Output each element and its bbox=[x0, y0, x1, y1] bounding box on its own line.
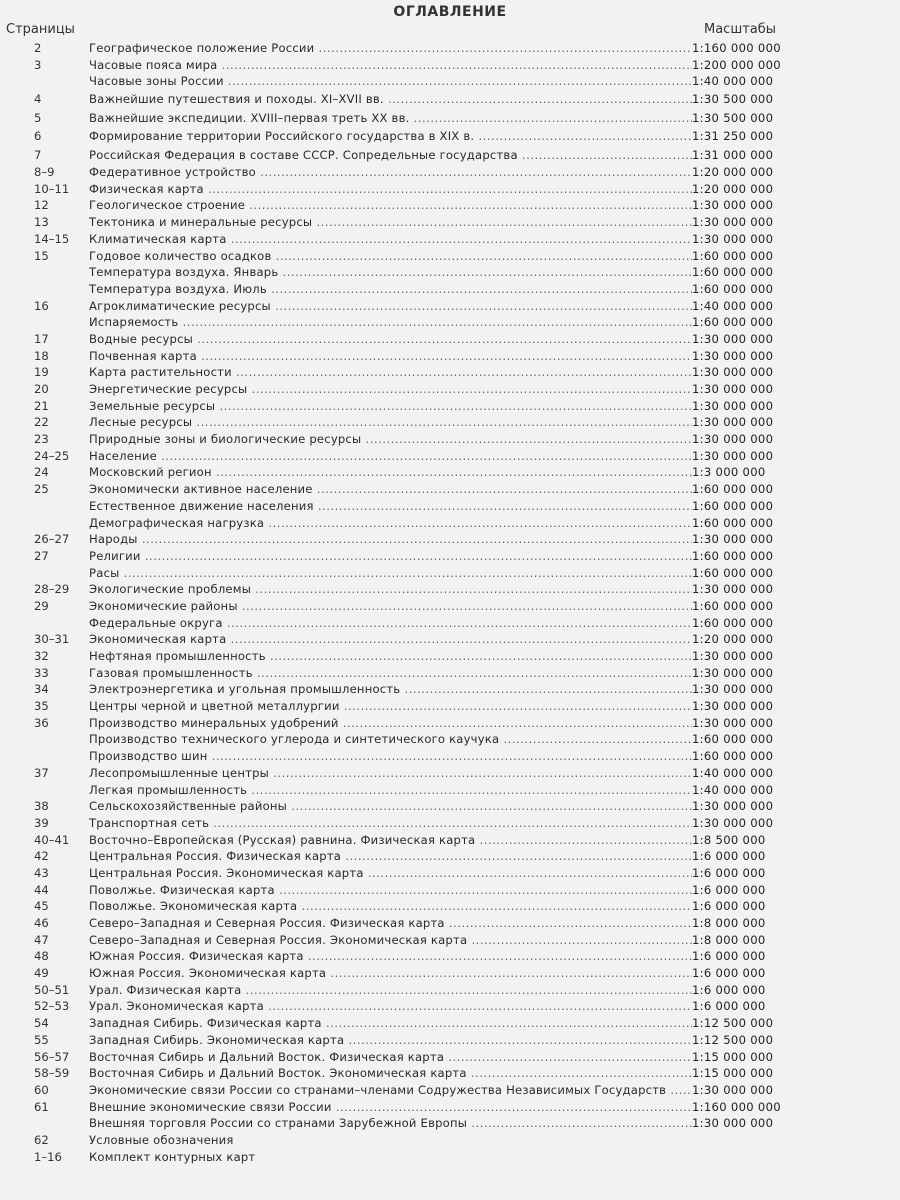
toc-entry-title: Газовая промышленность ..... bbox=[89, 665, 692, 682]
toc-entry-title: Лесопромышленные центры ..... bbox=[89, 765, 692, 782]
toc-page-number: 23 bbox=[34, 432, 49, 447]
toc-entry-title: Лесные ресурсы ..... bbox=[89, 414, 692, 431]
toc-row bbox=[0, 932, 900, 949]
toc-entry-scale: 1:30 500 000 bbox=[692, 110, 774, 125]
toc-row bbox=[0, 748, 900, 765]
toc-entry-title: Сельскохозяйственные районы ..... bbox=[89, 798, 692, 815]
toc-entry-title: Водные ресурсы ..... bbox=[89, 331, 692, 348]
toc-row bbox=[0, 548, 900, 565]
toc-row bbox=[0, 1132, 900, 1149]
toc-row bbox=[0, 231, 900, 248]
toc-row bbox=[0, 915, 900, 932]
toc-page-number: 55 bbox=[34, 1032, 49, 1047]
toc-page-number: 56–57 bbox=[34, 1049, 70, 1064]
toc-entry-title: Энергетические ресурсы ..... bbox=[89, 381, 692, 398]
toc-page-number: 25 bbox=[34, 482, 49, 497]
toc-row bbox=[0, 1065, 900, 1082]
toc-page-number: 5 bbox=[34, 110, 42, 125]
toc-entry-scale: 1:30 000 000 bbox=[692, 365, 774, 380]
toc-entry-title: Условные обозначения bbox=[89, 1132, 234, 1147]
toc-entry-title: Производство минеральных удобрений ..... bbox=[89, 715, 692, 732]
toc-row bbox=[0, 581, 900, 598]
toc-row bbox=[0, 1032, 900, 1049]
toc-row bbox=[0, 832, 900, 849]
toc-row bbox=[0, 264, 900, 281]
toc-entry-title: Западная Сибирь. Физическая карта ..... bbox=[89, 1015, 692, 1032]
toc-entry-scale: 1:6 000 000 bbox=[692, 849, 766, 864]
toc-entry-scale: 1:160 000 000 bbox=[692, 41, 781, 55]
toc-row bbox=[0, 314, 900, 331]
toc-entry-title: Внешние экономические связи России ..... bbox=[89, 1099, 692, 1116]
toc-entry-scale: 1:60 000 000 bbox=[692, 732, 774, 747]
toc-entry-scale: 1:20 000 000 bbox=[692, 632, 774, 647]
toc-entry-title: Формирование территории Российского государства в XIX в. ..... bbox=[89, 127, 692, 146]
toc-page-number: 3 bbox=[34, 57, 42, 72]
toc-entry-scale: 1:8 000 000 bbox=[692, 932, 766, 947]
toc-page-number: 30–31 bbox=[34, 632, 70, 647]
toc-row bbox=[0, 164, 900, 181]
toc-page-number: 14–15 bbox=[34, 231, 70, 246]
toc-entry-title: Федеральные округа ..... bbox=[89, 615, 692, 632]
toc-page-number: 15 bbox=[34, 248, 49, 263]
toc-entry-title: Восточная Сибирь и Дальний Восток. Экономическая карта ..... bbox=[89, 1065, 692, 1082]
toc-row bbox=[0, 965, 900, 982]
toc-entry-scale: 1:30 000 000 bbox=[692, 815, 774, 830]
toc-row bbox=[0, 982, 900, 999]
toc-entry-scale: 1:12 500 000 bbox=[692, 1016, 774, 1031]
toc-page-number: 49 bbox=[34, 966, 49, 981]
toc-row bbox=[0, 448, 900, 465]
toc-entry-scale: 1:40 000 000 bbox=[692, 782, 774, 797]
toc-entry-scale: 1:60 000 000 bbox=[692, 315, 774, 330]
toc-entry-title: Нефтяная промышленность ..... bbox=[89, 648, 692, 665]
toc-entry-scale: 1:15 000 000 bbox=[692, 1049, 774, 1064]
toc-entry-scale: 1:40 000 000 bbox=[692, 74, 774, 89]
toc-row bbox=[0, 698, 900, 715]
toc-page-number: 40–41 bbox=[34, 832, 70, 847]
toc-entry-title: Земельные ресурсы ..... bbox=[89, 398, 692, 415]
toc-row bbox=[0, 898, 900, 915]
toc-entry-title: Электроэнергетика и угольная промышленность ..... bbox=[89, 681, 692, 698]
toc-row bbox=[0, 414, 900, 431]
toc-page-number: 13 bbox=[34, 215, 49, 230]
toc-page-number: 8–9 bbox=[34, 165, 55, 180]
toc-entry-scale: 1:60 000 000 bbox=[692, 498, 774, 513]
toc-row bbox=[0, 598, 900, 615]
toc-page-number: 17 bbox=[34, 331, 49, 346]
toc-row bbox=[0, 798, 900, 815]
toc-entry-title: Расы ..... bbox=[89, 565, 692, 582]
toc-page-number: 62 bbox=[34, 1132, 49, 1147]
toc-page-number: 61 bbox=[34, 1099, 49, 1114]
toc-row bbox=[0, 146, 900, 165]
toc-row bbox=[0, 181, 900, 198]
toc-entry-scale: 1:60 000 000 bbox=[692, 615, 774, 630]
table-of-contents bbox=[0, 40, 900, 1165]
toc-row bbox=[0, 464, 900, 481]
toc-page-number: 2 bbox=[34, 41, 42, 55]
toc-entry-title: Южная Россия. Физическая карта ..... bbox=[89, 948, 692, 965]
toc-page-number: 6 bbox=[34, 129, 42, 144]
toc-entry-title: Агроклиматические ресурсы ..... bbox=[89, 298, 692, 315]
page-title: ОГЛАВЛЕНИЕ bbox=[393, 4, 507, 20]
toc-page-number: 58–59 bbox=[34, 1066, 70, 1081]
toc-entry-title: Производство технического углерода и синтетического каучука ..... bbox=[89, 731, 692, 748]
toc-entry-scale: 1:8 500 000 bbox=[692, 832, 766, 847]
toc-entry-title: Народы ..... bbox=[89, 531, 692, 548]
toc-page-number: 24 bbox=[34, 465, 49, 480]
toc-entry-scale: 1:60 000 000 bbox=[692, 598, 774, 613]
toc-page-number: 24–25 bbox=[34, 448, 70, 463]
toc-row bbox=[0, 498, 900, 515]
toc-page-number: 47 bbox=[34, 932, 49, 947]
toc-entry-title: Восточно–Европейская (Русская) равнина. Физическая карта ..... bbox=[89, 832, 692, 849]
toc-page-number: 27 bbox=[34, 548, 49, 563]
toc-row bbox=[0, 348, 900, 365]
toc-page-number: 19 bbox=[34, 365, 49, 380]
toc-page-number: 46 bbox=[34, 916, 49, 930]
toc-entry-scale: 1:30 000 000 bbox=[692, 649, 774, 663]
toc-entry-title: Экологические проблемы ..... bbox=[89, 581, 692, 598]
toc-entry-title: Карта растительности ..... bbox=[89, 364, 692, 381]
toc-row bbox=[0, 765, 900, 782]
toc-entry-scale: 1:6 000 000 bbox=[692, 899, 766, 914]
toc-entry-scale: 1:30 000 000 bbox=[692, 799, 774, 814]
toc-entry-title: Северо–Западная и Северная Россия. Экономическая карта ..... bbox=[89, 932, 692, 949]
toc-entry-title: Население ..... bbox=[89, 448, 692, 465]
toc-entry-scale: 1:8 000 000 bbox=[692, 916, 766, 930]
toc-entry-title: Почвенная карта ..... bbox=[89, 348, 692, 365]
toc-entry-scale: 1:15 000 000 bbox=[692, 1066, 774, 1081]
toc-row bbox=[0, 1115, 900, 1132]
toc-entry-scale: 1:30 000 000 bbox=[692, 398, 774, 413]
toc-entry-title: Геологическое строение ..... bbox=[89, 197, 692, 214]
toc-row bbox=[0, 281, 900, 298]
toc-row bbox=[0, 782, 900, 799]
toc-page-number: 60 bbox=[34, 1082, 49, 1097]
toc-entry-scale: 1:60 000 000 bbox=[692, 265, 774, 280]
toc-entry-title: Урал. Экономическая карта ..... bbox=[89, 998, 692, 1015]
toc-row bbox=[0, 57, 900, 74]
toc-entry-scale: 1:30 000 000 bbox=[692, 231, 774, 246]
toc-entry-scale: 1:40 000 000 bbox=[692, 298, 774, 313]
toc-entry-scale: 1:30 000 000 bbox=[692, 532, 774, 547]
toc-entry-scale: 1:30 000 000 bbox=[692, 382, 774, 396]
toc-entry-scale: 1:30 000 000 bbox=[692, 715, 774, 730]
toc-page-number: 52–53 bbox=[34, 999, 70, 1014]
toc-row bbox=[0, 865, 900, 882]
toc-entry-scale: 1:40 000 000 bbox=[692, 765, 774, 780]
toc-entry-scale: 1:6 000 000 bbox=[692, 966, 766, 981]
toc-row bbox=[0, 431, 900, 448]
toc-entry-scale: 1:60 000 000 bbox=[692, 482, 774, 497]
toc-entry-scale: 1:6 000 000 bbox=[692, 949, 766, 964]
toc-row bbox=[0, 1015, 900, 1032]
toc-row bbox=[0, 481, 900, 498]
toc-entry-scale: 1:30 000 000 bbox=[692, 582, 774, 597]
toc-page-number: 54 bbox=[34, 1016, 49, 1031]
toc-entry-scale: 1:3 000 000 bbox=[692, 465, 766, 480]
toc-entry-title: Легкая промышленность ..... bbox=[89, 782, 692, 799]
toc-entry-title: Географическое положение России ..... bbox=[89, 40, 692, 57]
toc-row bbox=[0, 127, 900, 146]
toc-entry-scale: 1:60 000 000 bbox=[692, 749, 774, 764]
toc-page-number: 36 bbox=[34, 715, 49, 730]
toc-entry-scale: 1:31 000 000 bbox=[692, 147, 774, 162]
toc-page-number: 21 bbox=[34, 398, 49, 413]
toc-row bbox=[0, 681, 900, 698]
toc-page-number: 32 bbox=[34, 649, 49, 663]
toc-row bbox=[0, 197, 900, 214]
toc-page-number: 34 bbox=[34, 682, 49, 697]
toc-row bbox=[0, 1149, 900, 1166]
toc-row bbox=[0, 90, 900, 109]
toc-row bbox=[0, 109, 900, 128]
toc-entry-title: Климатическая карта ..... bbox=[89, 231, 692, 248]
toc-row bbox=[0, 515, 900, 532]
toc-entry-title: Восточная Сибирь и Дальний Восток. Физическая карта ..... bbox=[89, 1049, 692, 1066]
toc-page-number: 42 bbox=[34, 849, 49, 864]
toc-entry-title: Комплект контурных карт bbox=[89, 1149, 256, 1164]
toc-entry-scale: 1:30 000 000 bbox=[692, 415, 774, 430]
toc-page-number: 7 bbox=[34, 147, 42, 162]
toc-entry-title: Часовые пояса мира ..... bbox=[89, 57, 692, 74]
toc-row bbox=[0, 948, 900, 965]
toc-entry-scale: 1:30 000 000 bbox=[692, 699, 774, 714]
scales-column-header: Масштабы bbox=[704, 22, 777, 37]
toc-row bbox=[0, 214, 900, 231]
toc-row bbox=[0, 40, 900, 57]
toc-entry-scale: 1:60 000 000 bbox=[692, 248, 774, 263]
toc-page-number: 1–16 bbox=[34, 1149, 62, 1164]
toc-page-number: 43 bbox=[34, 865, 49, 880]
toc-entry-title: Природные зоны и биологические ресурсы ..... bbox=[89, 431, 692, 448]
toc-page-number: 12 bbox=[34, 198, 49, 213]
toc-row bbox=[0, 1099, 900, 1116]
toc-entry-title: Важнейшие экспедиции. XVIII–первая треть XX вв. ..... bbox=[89, 109, 692, 128]
toc-entry-title: Экономические связи России со странами–членами Содружества Независимых Государств ..... bbox=[89, 1082, 692, 1099]
toc-entry-title: Урал. Физическая карта ..... bbox=[89, 982, 692, 999]
toc-entry-scale: 1:30 000 000 bbox=[692, 1082, 774, 1097]
pages-column-header: Страницы bbox=[6, 22, 75, 37]
toc-row bbox=[0, 615, 900, 632]
toc-row bbox=[0, 998, 900, 1015]
toc-entry-scale: 1:30 500 000 bbox=[692, 92, 774, 107]
toc-entry-title: Транспортная сеть ..... bbox=[89, 815, 692, 832]
toc-page-number: 50–51 bbox=[34, 982, 70, 997]
toc-entry-title: Южная Россия. Экономическая карта ..... bbox=[89, 965, 692, 982]
toc-entry-title: Годовое количество осадков ..... bbox=[89, 248, 692, 265]
toc-entry-title: Физическая карта ..... bbox=[89, 181, 692, 198]
toc-entry-title: Температура воздуха. Июль ..... bbox=[89, 281, 692, 298]
toc-entry-title: Испаряемость ..... bbox=[89, 314, 692, 331]
toc-row bbox=[0, 1049, 900, 1066]
toc-entry-scale: 1:200 000 000 bbox=[692, 57, 781, 72]
toc-page-number: 26–27 bbox=[34, 532, 70, 547]
toc-row bbox=[0, 364, 900, 381]
toc-page-number: 20 bbox=[34, 382, 49, 396]
toc-page-number: 28–29 bbox=[34, 582, 70, 597]
toc-entry-title: Поволжье. Экономическая карта ..... bbox=[89, 898, 692, 915]
toc-row bbox=[0, 73, 900, 90]
toc-page-number: 44 bbox=[34, 882, 49, 897]
toc-row bbox=[0, 715, 900, 732]
toc-row bbox=[0, 381, 900, 398]
toc-page-number: 33 bbox=[34, 665, 49, 680]
toc-row bbox=[0, 1082, 900, 1099]
toc-entry-title: Производство шин ..... bbox=[89, 748, 692, 765]
toc-entry-scale: 1:6 000 000 bbox=[692, 982, 766, 997]
toc-page-number: 10–11 bbox=[34, 181, 70, 196]
toc-entry-scale: 1:60 000 000 bbox=[692, 548, 774, 563]
toc-entry-scale: 1:12 500 000 bbox=[692, 1032, 774, 1047]
toc-entry-scale: 1:60 000 000 bbox=[692, 515, 774, 530]
toc-entry-title: Экономическая карта ..... bbox=[89, 631, 692, 648]
toc-page-number: 45 bbox=[34, 899, 49, 914]
toc-entry-scale: 1:20 000 000 bbox=[692, 165, 774, 180]
toc-row bbox=[0, 531, 900, 548]
toc-entry-title: Московский регион ..... bbox=[89, 464, 692, 481]
toc-entry-scale: 1:30 000 000 bbox=[692, 448, 774, 463]
toc-row bbox=[0, 882, 900, 899]
toc-row bbox=[0, 648, 900, 665]
toc-row bbox=[0, 731, 900, 748]
toc-entry-scale: 1:30 000 000 bbox=[692, 432, 774, 447]
toc-entry-title: Экономически активное население ..... bbox=[89, 481, 692, 498]
toc-entry-title: Важнейшие путешествия и походы. XI–XVII вв. ..... bbox=[89, 90, 692, 109]
toc-entry-scale: 1:30 000 000 bbox=[692, 348, 774, 363]
toc-row bbox=[0, 565, 900, 582]
toc-entry-scale: 1:30 000 000 bbox=[692, 682, 774, 697]
toc-entry-title: Северо–Западная и Северная Россия. Физическая карта ..... bbox=[89, 915, 692, 932]
toc-row bbox=[0, 665, 900, 682]
toc-entry-title: Температура воздуха. Январь ..... bbox=[89, 264, 692, 281]
toc-entry-title: Центральная Россия. Экономическая карта ..... bbox=[89, 865, 692, 882]
toc-entry-title: Естественное движение населения ..... bbox=[89, 498, 692, 515]
toc-row bbox=[0, 815, 900, 832]
toc-row bbox=[0, 631, 900, 648]
toc-entry-title: Демографическая нагрузка ..... bbox=[89, 515, 692, 532]
toc-page-number: 22 bbox=[34, 415, 49, 430]
toc-entry-scale: 1:160 000 000 bbox=[692, 1099, 781, 1114]
toc-entry-title: Центральная Россия. Физическая карта ..... bbox=[89, 848, 692, 865]
toc-entry-title: Западная Сибирь. Экономическая карта ..... bbox=[89, 1032, 692, 1049]
toc-entry-scale: 1:30 000 000 bbox=[692, 198, 774, 213]
toc-entry-scale: 1:30 000 000 bbox=[692, 665, 774, 680]
toc-row bbox=[0, 298, 900, 315]
toc-entry-title: Внешняя торговля России со странами Зарубежной Европы ..... bbox=[89, 1115, 692, 1132]
toc-entry-scale: 1:60 000 000 bbox=[692, 565, 774, 580]
toc-entry-title: Часовые зоны России ..... bbox=[89, 73, 692, 90]
toc-page-number: 48 bbox=[34, 949, 49, 964]
toc-entry-scale: 1:6 000 000 bbox=[692, 865, 766, 880]
toc-page-number: 37 bbox=[34, 765, 49, 780]
toc-entry-title: Религии ..... bbox=[89, 548, 692, 565]
toc-page-number: 18 bbox=[34, 348, 49, 363]
toc-page-number: 38 bbox=[34, 799, 49, 814]
toc-page-number: 39 bbox=[34, 815, 49, 830]
toc-entry-scale: 1:30 000 000 bbox=[692, 331, 774, 346]
toc-entry-scale: 1:60 000 000 bbox=[692, 281, 774, 296]
toc-page-number: 4 bbox=[34, 92, 42, 107]
toc-row bbox=[0, 848, 900, 865]
toc-entry-scale: 1:30 000 000 bbox=[692, 1116, 774, 1131]
toc-entry-scale: 1:6 000 000 bbox=[692, 882, 766, 897]
toc-entry-scale: 1:31 250 000 bbox=[692, 129, 774, 144]
toc-entry-title: Поволжье. Физическая карта ..... bbox=[89, 882, 692, 899]
toc-row bbox=[0, 331, 900, 348]
toc-entry-title: Федеративное устройство ..... bbox=[89, 164, 692, 181]
toc-entry-title: Экономические районы ..... bbox=[89, 598, 692, 615]
toc-row bbox=[0, 248, 900, 265]
toc-page-number: 16 bbox=[34, 298, 49, 313]
toc-page-number: 29 bbox=[34, 598, 49, 613]
toc-entry-scale: 1:6 000 000 bbox=[692, 999, 766, 1014]
toc-entry-scale: 1:30 000 000 bbox=[692, 215, 774, 230]
toc-entry-scale: 1:20 000 000 bbox=[692, 181, 774, 196]
toc-entry-title: Тектоника и минеральные ресурсы ..... bbox=[89, 214, 692, 231]
toc-page-number: 35 bbox=[34, 699, 49, 714]
toc-entry-title: Центры черной и цветной металлургии ..... bbox=[89, 698, 692, 715]
toc-row bbox=[0, 398, 900, 415]
toc-entry-title: Российская Федерация в составе СССР. Сопредельные государства ..... bbox=[89, 146, 692, 165]
